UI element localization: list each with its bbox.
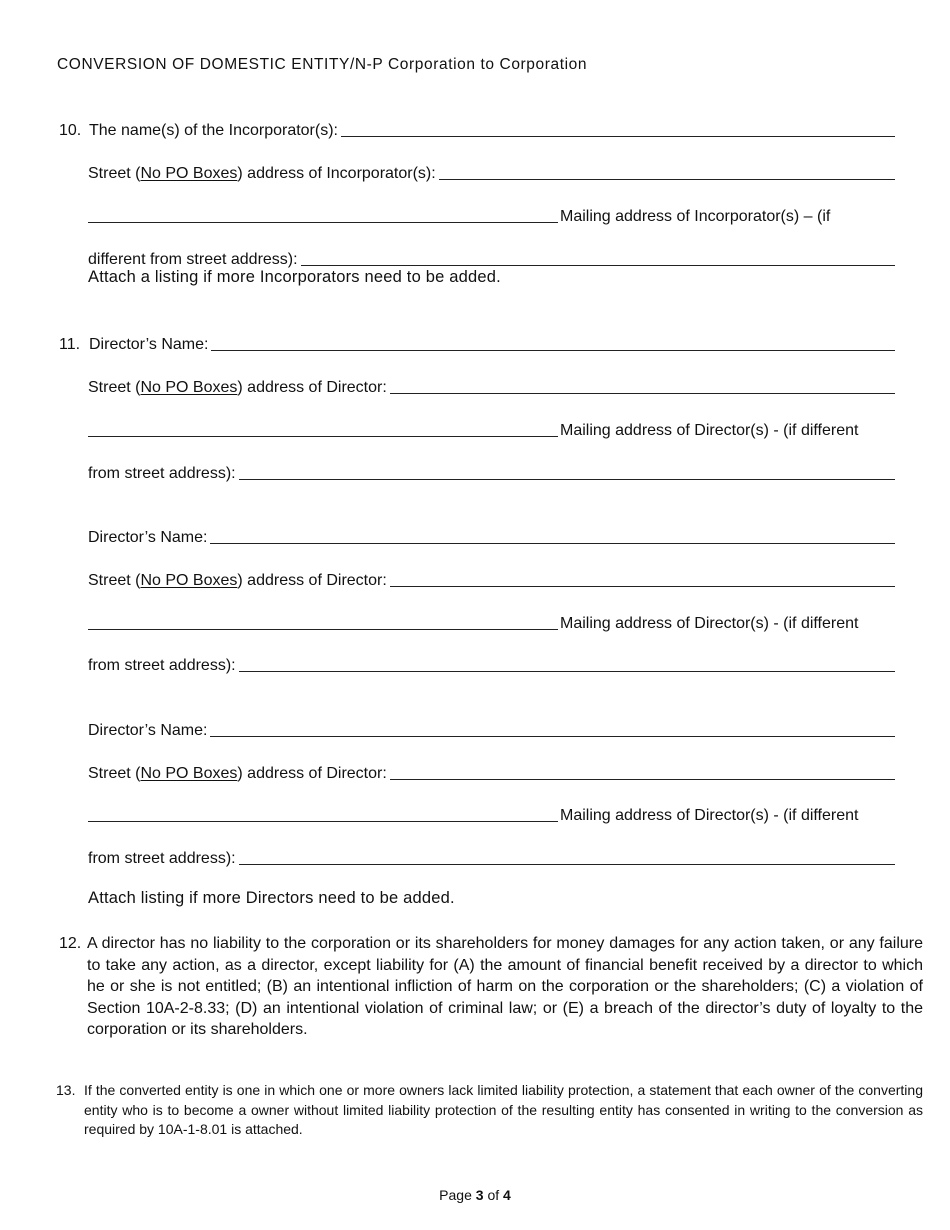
director-attach-note: Attach listing if more Directors need to be added. bbox=[88, 889, 455, 907]
director-mailing-cont-label: from street address): bbox=[88, 465, 236, 482]
director-3-mailing-cont-row bbox=[88, 844, 895, 868]
street-label-suffix: ) address of Incorporator(s): bbox=[237, 165, 436, 182]
incorporator-mailing-row bbox=[88, 202, 895, 226]
director-2-name-row bbox=[88, 523, 895, 547]
incorporator-name-label: The name(s) of the Incorporator(s): bbox=[89, 122, 338, 139]
street-label-suffix: ) address of Director: bbox=[237, 765, 387, 782]
director-mailing-cont-label: from street address): bbox=[88, 657, 236, 674]
director-liability-paragraph bbox=[59, 933, 923, 1041]
director-3-name-row bbox=[88, 716, 895, 740]
director-mailing-label: Mailing address of Director(s) - (if different bbox=[560, 422, 859, 439]
director-2-name-field[interactable] bbox=[210, 543, 895, 544]
director-3-mailing-row bbox=[88, 801, 895, 825]
director-1-street-row bbox=[88, 373, 895, 397]
incorporator-mailing-cont-row bbox=[88, 245, 895, 269]
incorporator-name-field[interactable] bbox=[341, 136, 895, 137]
street-label-prefix: Street ( bbox=[88, 379, 141, 396]
director-2-mailing-cont-row bbox=[88, 651, 895, 675]
director-name-label: Director’s Name: bbox=[88, 529, 208, 546]
director-2-street-field-cont[interactable] bbox=[88, 629, 558, 630]
director-1-name-row bbox=[59, 330, 895, 354]
incorporator-street-field-cont[interactable] bbox=[88, 222, 558, 223]
incorporator-mailing-field[interactable] bbox=[301, 265, 895, 266]
director-2-street-row bbox=[88, 566, 895, 590]
director-liability-text: A director has no liability to the corporation or its shareholders for money damages for any action taken, or any failure to take any action, as a director, except liability for (A) the amount of financial benefit received by a director to which he or she is not entitled; (B) an intentional infliction of harm on the corporation or the shareholders; (C) a violation of Section 10A-2-8.33; (D) an intentional violation of criminal law; or (E) a breach of the director’s duty of loyalty to the corporation or its shareholders. bbox=[87, 935, 923, 1038]
director-name-label: Director’s Name: bbox=[89, 336, 209, 353]
director-1-name-field[interactable] bbox=[211, 350, 895, 351]
incorporator-street-row bbox=[88, 159, 895, 183]
director-mailing-label: Mailing address of Director(s) - (if different bbox=[560, 807, 859, 824]
director-3-street-row bbox=[88, 759, 895, 783]
director-1-street-field-cont[interactable] bbox=[88, 436, 558, 437]
item-number: 10. bbox=[59, 122, 82, 139]
director-name-label: Director’s Name: bbox=[88, 722, 208, 739]
incorporator-mailing-cont-label: different from street address): bbox=[88, 251, 298, 268]
director-1-mailing-field[interactable] bbox=[239, 479, 895, 480]
incorporator-attach-note: Attach a listing if more Incorporators need to be added. bbox=[88, 268, 501, 286]
incorporator-mailing-label: Mailing address of Incorporator(s) – (if bbox=[560, 208, 831, 225]
page-footer bbox=[0, 1187, 950, 1203]
incorporator-street-field[interactable] bbox=[439, 179, 895, 180]
director-mailing-label: Mailing address of Director(s) - (if different bbox=[560, 615, 859, 632]
director-3-street-field[interactable] bbox=[390, 779, 895, 780]
incorporator-name-row bbox=[59, 116, 895, 140]
street-label-prefix: Street ( bbox=[88, 765, 141, 782]
street-label-prefix: Street ( bbox=[88, 165, 141, 182]
item-number: 11. bbox=[59, 336, 81, 353]
item-number: 13. bbox=[56, 1082, 76, 1098]
no-po-boxes-note: No PO Boxes bbox=[140, 765, 238, 782]
street-label-prefix: Street ( bbox=[88, 572, 141, 589]
page-total: 4 bbox=[503, 1187, 511, 1203]
owner-liability-paragraph bbox=[56, 1081, 923, 1140]
director-2-mailing-field[interactable] bbox=[239, 671, 895, 672]
no-po-boxes-note: No PO Boxes bbox=[140, 379, 238, 396]
director-1-mailing-row bbox=[88, 416, 895, 440]
no-po-boxes-note: No PO Boxes bbox=[140, 572, 238, 589]
director-3-street-field-cont[interactable] bbox=[88, 821, 558, 822]
owner-liability-text: If the converted entity is one in which one or more owners lack limited liability protection, a statement that each owner of the converting entity who is to become a owner without limited liability protection of the resulting entity has consented in writing to the conversion as required by 10A-1-8.01 is attached. bbox=[84, 1082, 923, 1137]
street-label-suffix: ) address of Director: bbox=[237, 379, 387, 396]
director-1-street-field[interactable] bbox=[390, 393, 895, 394]
of-label: of bbox=[487, 1187, 500, 1203]
page-number: 3 bbox=[475, 1187, 484, 1203]
page-label: Page bbox=[439, 1187, 472, 1203]
director-3-name-field[interactable] bbox=[210, 736, 895, 737]
document-header: CONVERSION OF DOMESTIC ENTITY/N-P Corporation to Corporation bbox=[57, 56, 588, 73]
director-mailing-cont-label: from street address): bbox=[88, 850, 236, 867]
no-po-boxes-note: No PO Boxes bbox=[140, 165, 238, 182]
director-2-mailing-row bbox=[88, 609, 895, 633]
item-number: 12. bbox=[59, 935, 82, 952]
director-1-mailing-cont-row bbox=[88, 459, 895, 483]
director-3-mailing-field[interactable] bbox=[239, 864, 895, 865]
street-label-suffix: ) address of Director: bbox=[237, 572, 387, 589]
director-2-street-field[interactable] bbox=[390, 586, 895, 587]
